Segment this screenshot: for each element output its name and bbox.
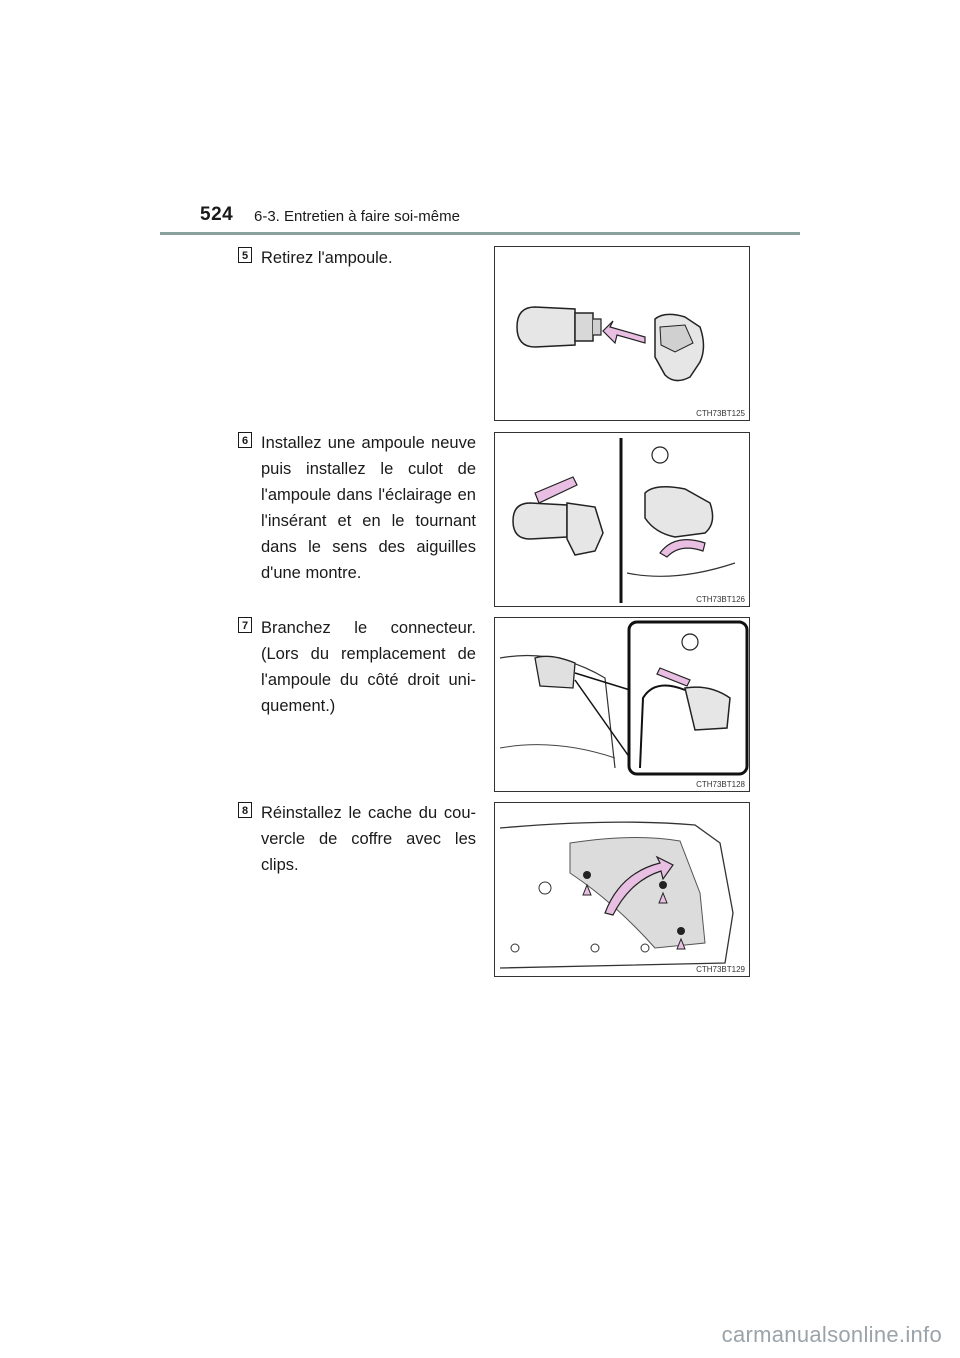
step-8 — [238, 800, 476, 878]
section-title: 6-3. Entretien à faire soi-même — [254, 208, 460, 225]
step-text: Branchez le connecteur. (Lors du remplacement de l'ampoule du côté droit uni-quement.) — [261, 619, 476, 715]
figure-remove-bulb — [494, 246, 750, 421]
step-number: 6 — [238, 432, 252, 448]
page-number: 524 — [200, 204, 234, 225]
step-6 — [238, 430, 476, 586]
figure-install-bulb — [494, 432, 750, 607]
figure-trunk-cover — [494, 802, 750, 977]
step-number: 7 — [238, 617, 252, 633]
watermark: carmanualsonline.info — [721, 1322, 942, 1347]
step-7 — [238, 615, 476, 719]
step-text: Réinstallez le cache du cou-vercle de coffre avec les clips. — [261, 804, 476, 874]
trunk-cover-illustration — [495, 803, 750, 977]
figure-code: CTH73BT129 — [696, 965, 745, 974]
step-number: 5 — [238, 247, 252, 263]
connector-illustration — [495, 618, 750, 792]
bulb-removal-illustration — [495, 247, 750, 421]
step-text: Installez une ampoule neuve puis installez le culot de l'ampoule dans l'éclairage en l'insérant et en le tournant dans le sens des aiguilles d'une montre. — [261, 434, 476, 582]
figure-connector — [494, 617, 750, 792]
figure-code: CTH73BT125 — [696, 409, 745, 418]
step-5 — [238, 245, 476, 271]
step-number: 8 — [238, 802, 252, 818]
header-rule — [160, 232, 800, 235]
figure-code: CTH73BT128 — [696, 780, 745, 789]
figure-code: CTH73BT126 — [696, 595, 745, 604]
step-text: Retirez l'ampoule. — [261, 249, 393, 267]
bulb-install-illustration — [495, 433, 750, 607]
